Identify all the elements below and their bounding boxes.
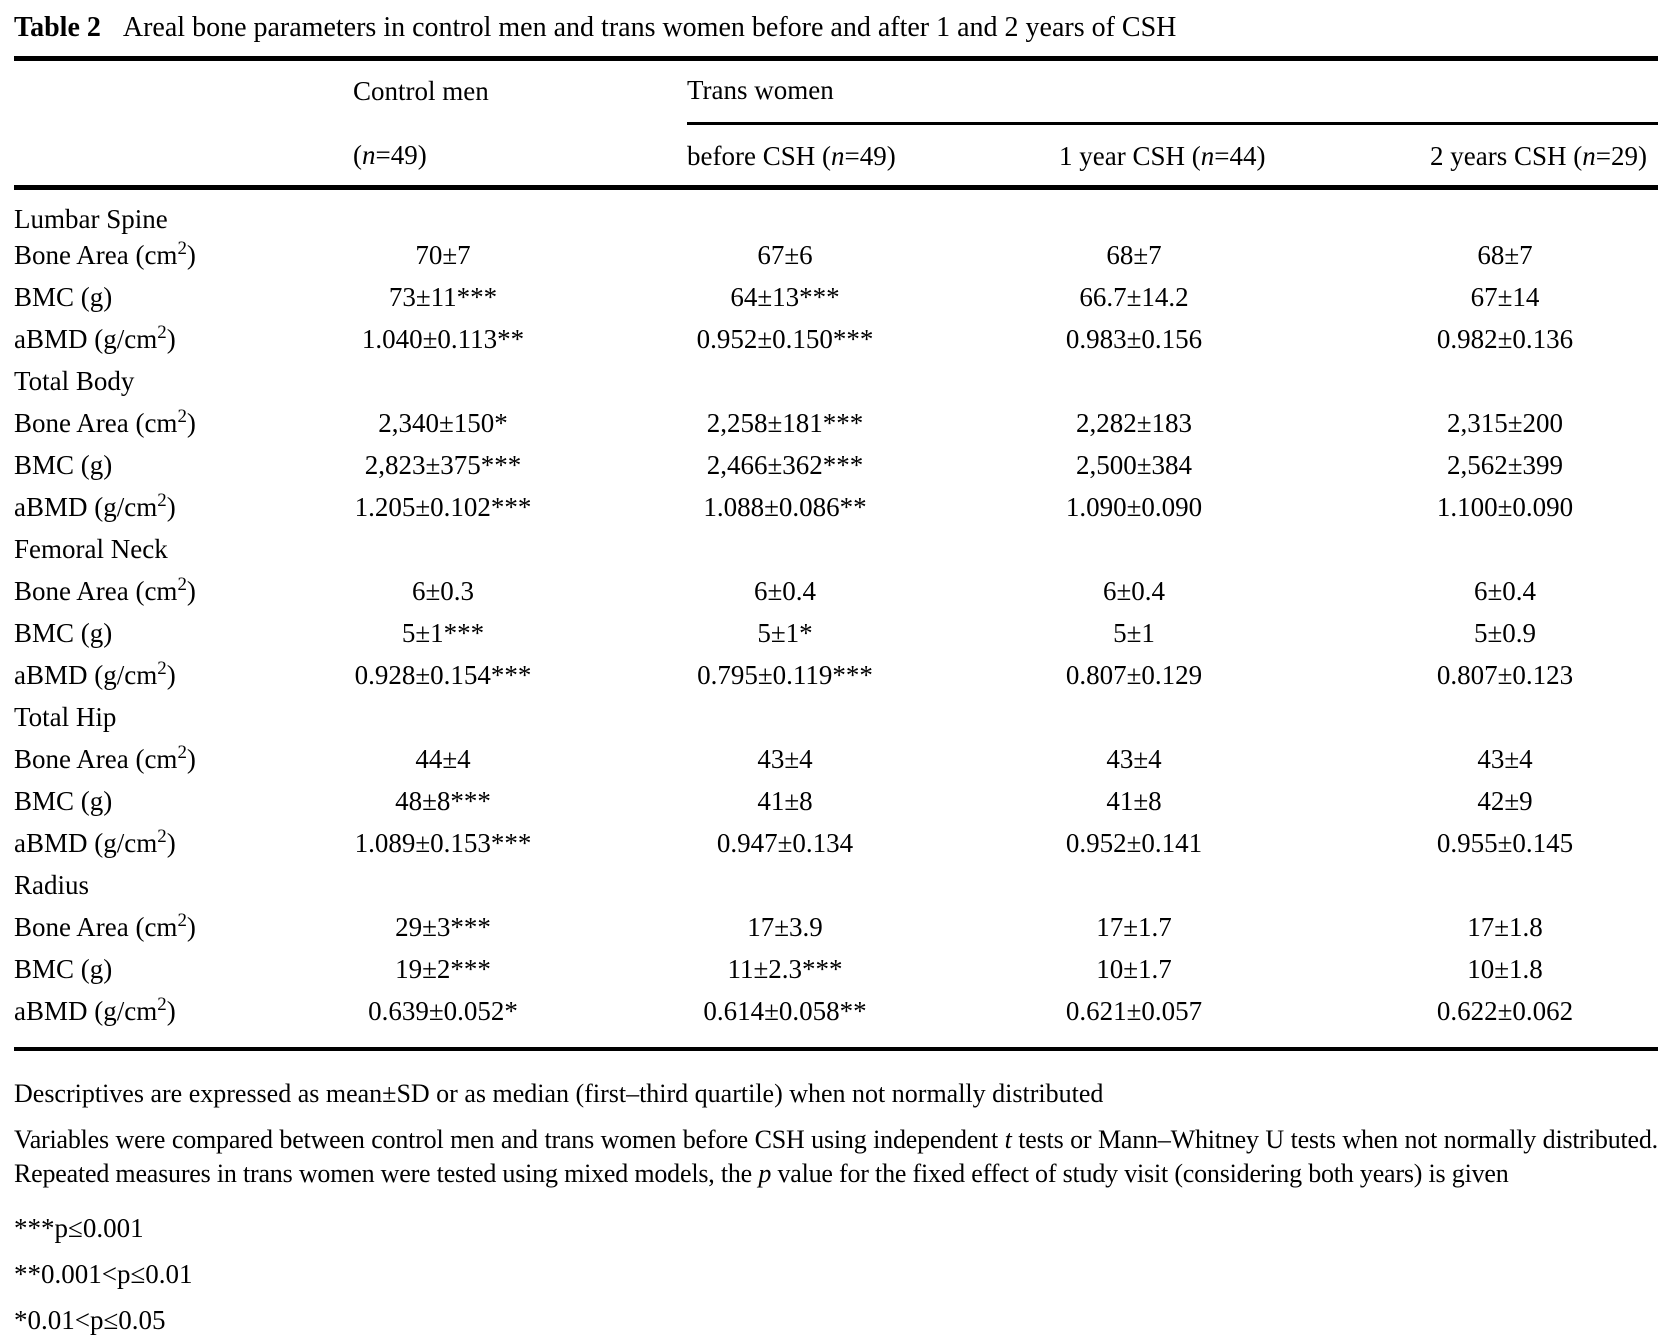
footnote-sig-001: **0.001<p≤0.01 [14,1258,193,1289]
table-cell [353,403,687,445]
cell-value: 68±7 [1106,240,1162,270]
table-cell [687,991,1059,1033]
section-header-row [14,187,1658,235]
cell-value: 41±8 [1106,786,1162,816]
table-cell [687,487,1059,529]
header-before-csh: before CSH (n=49) [687,141,896,171]
cell-value: 11±2.3*** [727,954,843,984]
table-cell [353,277,687,319]
row-label: BMC (g) [14,954,113,984]
section-header-row [14,697,1658,739]
table-row [14,823,1658,865]
table-cell [353,487,687,529]
table-body [14,187,1658,1033]
cell-value: 67±6 [757,240,813,270]
cell-value: 67±14 [1470,282,1540,312]
table-header [14,61,1658,187]
cell-value: 2,562±399 [1446,450,1564,480]
cell-value: 1.100±0.090 [1436,492,1574,522]
row-label: Bone Area $(cm^2)$ [14,910,196,942]
table-cell [353,949,687,991]
table-row [14,277,1658,319]
cell-value: 6±0.4 [1473,576,1537,606]
cell-value: 17±1.7 [1096,912,1172,942]
cell-value: 0.952±0.141 [1065,828,1203,858]
table-cell [687,655,1059,697]
table-footnotes [14,1077,1658,1335]
table-cell [1059,907,1430,949]
cell-value: 0.621±0.057 [1065,996,1203,1026]
cell-value: 41±8 [757,786,813,816]
cell-value: 10±1.8 [1467,954,1543,984]
cell-value: 0.614±0.058** [703,996,867,1026]
row-label: aBMD $(g/cm^2)$ [14,490,176,522]
table-cell [1059,823,1430,865]
header-control-men: Control men [353,76,489,106]
table-cell [687,277,1059,319]
table-row [14,949,1658,991]
sub-header-row [14,123,1658,187]
cell-value: 0.947±0.134 [716,828,854,858]
table-cell [1430,571,1658,613]
table-cell [353,445,687,487]
cell-value: 17±1.8 [1467,912,1543,942]
cell-value: 1.088±0.086** [703,492,867,522]
table-cell [353,823,687,865]
table-cell [687,235,1059,277]
table-title [14,8,1658,48]
cell-value: 44±4 [415,744,471,774]
section-title: Radius [14,870,90,900]
cell-value: 10±1.7 [1096,954,1172,984]
row-label: BMC (g) [14,450,113,480]
cell-value: 0.955±0.145 [1436,828,1574,858]
section-header-row [14,865,1658,907]
row-label: Bone Area $(cm^2)$ [14,574,196,606]
cell-value: 17±3.9 [747,912,823,942]
cell-value: 0.928±0.154*** [354,660,532,690]
cell-value: 2,466±362*** [706,450,864,480]
table-cell [1059,949,1430,991]
table-row [14,907,1658,949]
cell-value: 1.205±0.102*** [354,492,532,522]
section-title: Total Hip [14,702,117,732]
table-row [14,445,1658,487]
empty-header-cell [14,123,353,187]
table-cell [687,403,1059,445]
cell-value: 0.639±0.052* [368,996,518,1026]
table-cell [1059,571,1430,613]
table-cell [1430,991,1658,1033]
cell-value: 0.807±0.123 [1436,660,1574,690]
cell-value: 42±9 [1477,786,1533,816]
table-cell [1059,781,1430,823]
table-cell [1430,445,1658,487]
cell-value: 2,258±181*** [706,408,864,438]
table-cell [1059,277,1430,319]
table-cell [1430,235,1658,277]
table-cell [1059,739,1430,781]
section-title: Femoral Neck [14,534,168,564]
table-number-label: Table 2 [14,12,101,43]
table-cell [1430,613,1658,655]
table-caption: Areal bone parameters in control men and trans women before and after 1 and 2 years of CSH [122,12,1177,43]
table-cell [353,655,687,697]
table-cell [687,739,1059,781]
table-cell [687,319,1059,361]
section-header-row [14,529,1658,571]
footnote-methods: Variables were compared between control men and trans women before CSH using independent t tests or Mann–Whitney U tests when not normally distributed. Repeated measures in trans women were tested using mixed models, the p value for the fixed effect of study visit (considering both years) is given [14,1124,1658,1188]
cell-value: 6±0.3 [411,576,475,606]
table-cell [687,613,1059,655]
table-cell [1430,823,1658,865]
cell-value: 1.090±0.090 [1065,492,1203,522]
row-label: aBMD $(g/cm^2)$ [14,994,176,1026]
footnote-descriptives: Descriptives are expressed as mean±SD or as median (first–third quartile) when not normally distributed [14,1078,1104,1108]
table-cell [353,571,687,613]
cell-value: 0.622±0.062 [1436,996,1574,1026]
header-2-years-csh: 2 years CSH (n=29) [1430,141,1647,171]
table-cell [1059,445,1430,487]
row-label: BMC (g) [14,786,113,816]
row-label: BMC (g) [14,618,113,648]
table-row [14,403,1658,445]
table-cell [1430,739,1658,781]
table-cell [1430,403,1658,445]
table-cell [353,907,687,949]
table-cell [1430,277,1658,319]
cell-value: 0.795±0.119*** [697,660,873,690]
table-row [14,739,1658,781]
section-title: Lumbar Spine [14,203,168,234]
header-trans-women [687,61,1658,123]
table-cell [1430,949,1658,991]
cell-value: 5±1* [757,618,813,648]
table-cell [353,781,687,823]
cell-value: 5±1*** [401,618,485,648]
footnote-sig-0001: ***p≤0.001 [14,1212,144,1243]
cell-value: 64±13*** [730,282,840,312]
row-label: aBMD $(g/cm^2)$ [14,826,176,858]
areal-bone-parameters-table [14,61,1658,1033]
table-cell [353,235,687,277]
table-cell [687,949,1059,991]
table-cell [1059,403,1430,445]
table-cell [1430,907,1658,949]
table-cell [687,571,1059,613]
footnote-sig-005: *0.01<p≤0.05 [14,1304,166,1335]
cell-value: 0.983±0.156 [1065,324,1203,354]
table-cell [1059,487,1430,529]
cell-value: 43±4 [1477,744,1533,774]
table-cell [1430,319,1658,361]
cell-value: 2,282±183 [1075,408,1193,438]
empty-header-cell [14,61,353,123]
table-row [14,571,1658,613]
cell-value: 29±3*** [395,912,491,942]
cell-value: 6±0.4 [1102,576,1166,606]
row-label: Bone Area $(cm^2)$ [14,406,196,438]
cell-value: 0.952±0.150*** [696,324,874,354]
cell-value: 70±7 [415,240,471,270]
row-label: BMC (g) [14,282,113,312]
table-cell [353,739,687,781]
cell-value: 2,500±384 [1075,450,1193,480]
table-cell [687,781,1059,823]
cell-value: 5±1 [1113,618,1155,648]
cell-value: 5±0.9 [1473,618,1537,648]
cell-value: 2,340±150* [378,408,508,438]
cell-value: 1.089±0.153*** [354,828,532,858]
section-title: Total Body [14,366,135,396]
table-row [14,613,1658,655]
header-control-n: (n=49) [353,140,427,171]
cell-value: 6±0.4 [753,576,817,606]
table-cell [687,823,1059,865]
cell-value: 48±8*** [395,786,491,816]
cell-value: 2,823±375*** [364,450,522,480]
cell-value: 0.807±0.129 [1065,660,1203,690]
table-row [14,781,1658,823]
table-cell [353,613,687,655]
table-cell [1430,487,1658,529]
cell-value: 68±7 [1477,240,1533,270]
table-row [14,991,1658,1033]
table-cell [687,907,1059,949]
cell-value: 19±2*** [395,954,491,984]
cell-value: 1.040±0.113** [361,324,525,354]
cell-value: 2,315±200 [1446,408,1564,438]
table-cell [1059,319,1430,361]
table-cell [1059,991,1430,1033]
table-cell [1059,655,1430,697]
table-cell [353,991,687,1033]
cell-value: 43±4 [757,744,813,774]
table-cell [1059,235,1430,277]
table-cell [1430,781,1658,823]
cell-value: 66.7±14.2 [1079,282,1189,312]
cell-value: 0.982±0.136 [1436,324,1574,354]
row-label: Bone Area $(cm^2)$ [14,742,196,774]
row-label: aBMD $(g/cm^2)$ [14,658,176,690]
table-cell [1430,655,1658,697]
header-trans-women-label: Trans women [687,74,834,105]
table-row [14,655,1658,697]
bottom-rule [14,1047,1658,1051]
row-label: Bone Area $(cm^2)$ [14,238,196,270]
table-row [14,235,1658,277]
cell-value: 73±11*** [388,282,498,312]
cell-value: 43±4 [1106,744,1162,774]
group-header-row [14,61,1658,123]
section-header-row [14,361,1658,403]
table-row [14,319,1658,361]
table-cell [1059,613,1430,655]
header-1-year-csh: 1 year CSH (n=44) [1059,141,1266,171]
table-cell [687,445,1059,487]
row-label: aBMD $(g/cm^2)$ [14,322,176,354]
table-row [14,487,1658,529]
table-cell [353,319,687,361]
